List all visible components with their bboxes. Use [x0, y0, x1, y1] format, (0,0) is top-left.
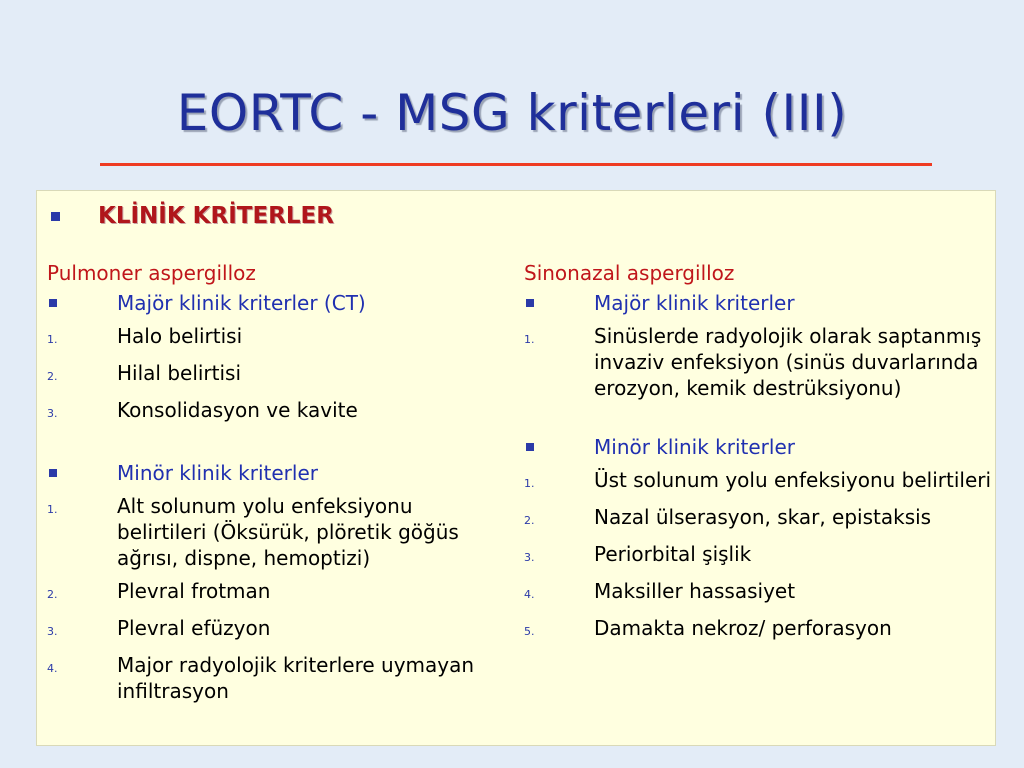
content-panel — [36, 190, 996, 746]
square-bullet-icon — [49, 299, 57, 307]
column-heading: Pulmoner aspergilloz — [47, 261, 256, 285]
list-item — [47, 397, 497, 427]
list-item-text: Konsolidasyon ve kavite — [117, 398, 358, 422]
slide-title: EORTC - MSG kriterleri (III) — [176, 84, 848, 142]
list-number: 2. — [524, 514, 535, 527]
minor-criteria-label: Minör klinik kriterler — [117, 461, 318, 485]
list-item — [47, 323, 497, 353]
minor-criteria-heading — [524, 434, 994, 460]
list-item — [524, 615, 994, 645]
list-item — [47, 615, 497, 645]
major-criteria-label: Majör klinik kriterler (CT) — [117, 291, 366, 315]
section-heading: KLİNİK KRİTERLER — [98, 203, 334, 229]
list-item-text: Periorbital şişlik — [594, 542, 752, 566]
pulmoner-column — [47, 261, 497, 711]
list-item — [524, 504, 994, 534]
list-number: 1. — [47, 503, 58, 516]
sinonazal-column — [524, 261, 994, 652]
list-number: 4. — [47, 662, 58, 675]
list-item — [524, 323, 994, 401]
list-item-text: Major radyolojik kriterlere uymayan infiltrasyon — [117, 653, 475, 703]
minor-criteria-heading — [47, 460, 497, 486]
list-item-text: Üst solunum yolu enfeksiyonu belirtileri — [594, 468, 992, 492]
list-item — [47, 652, 497, 704]
list-item-text: Halo belirtisi — [117, 324, 243, 348]
list-number: 1. — [47, 333, 58, 346]
list-item — [47, 578, 497, 608]
minor-criteria-label: Minör klinik kriterler — [594, 435, 795, 459]
list-number: 5. — [524, 625, 535, 638]
list-number: 3. — [524, 551, 535, 564]
list-item — [47, 493, 497, 571]
list-item — [524, 541, 994, 571]
list-number: 2. — [47, 588, 58, 601]
list-number: 3. — [47, 407, 58, 420]
list-item-text: Plevral efüzyon — [117, 616, 271, 640]
title-underline — [100, 163, 932, 166]
column-heading: Sinonazal aspergilloz — [524, 261, 735, 285]
list-item-text: Plevral frotman — [117, 579, 271, 603]
list-item — [524, 467, 994, 497]
square-bullet-icon — [51, 212, 60, 221]
list-item — [524, 578, 994, 608]
list-item-text: Alt solunum yolu enfeksiyonu belirtileri (Öksürük, plöretik göğüs ağrısı, dispne, hemoptizi) — [117, 494, 459, 570]
square-bullet-icon — [526, 443, 534, 451]
major-criteria-heading — [524, 290, 994, 316]
list-number: 4. — [524, 588, 535, 601]
major-criteria-label: Majör klinik kriterler — [594, 291, 795, 315]
list-number: 1. — [524, 477, 535, 490]
list-item-text: Maksiller hassasiyet — [594, 579, 796, 603]
list-item-text: Nazal ülserasyon, skar, epistaksis — [594, 505, 932, 529]
square-bullet-icon — [526, 299, 534, 307]
list-item-text: Sinüslerde radyolojik olarak saptanmış invaziv enfeksiyon (sinüs duvarlarında erozyon, kemik destrüksiyonu) — [594, 324, 982, 400]
square-bullet-icon — [49, 469, 57, 477]
list-item — [47, 360, 497, 390]
list-number: 1. — [524, 333, 535, 346]
list-item-text: Hilal belirtisi — [117, 361, 242, 385]
section-heading-row — [49, 203, 334, 229]
list-item-text: Damakta nekroz/ perforasyon — [594, 616, 892, 640]
list-number: 3. — [47, 625, 58, 638]
major-criteria-heading — [47, 290, 497, 316]
list-number: 2. — [47, 370, 58, 383]
